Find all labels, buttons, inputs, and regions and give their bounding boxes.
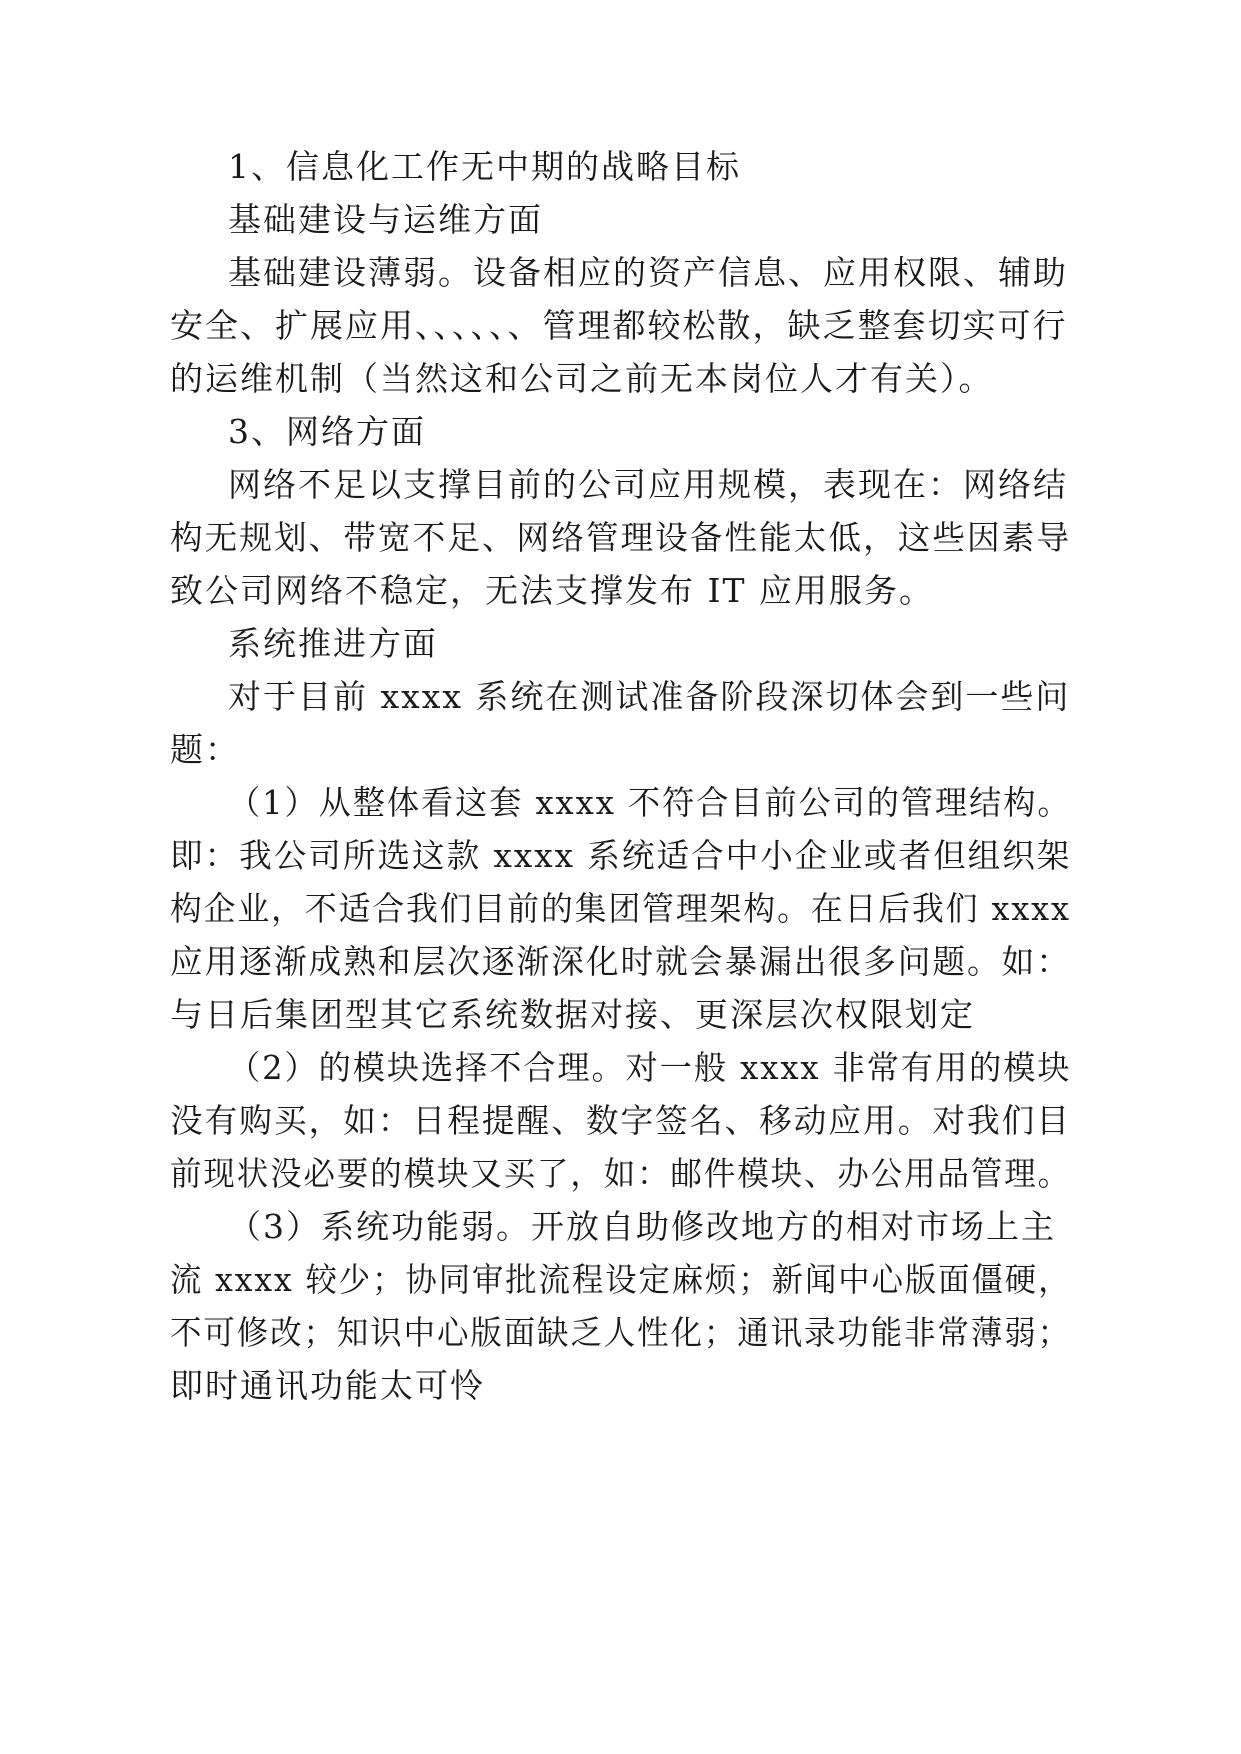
heading-network: 3、网络方面 bbox=[228, 412, 426, 451]
paragraph-line: 的运维机制（当然这和公司之前无本岗位人才有关）。 bbox=[170, 359, 994, 398]
paragraph-line: 流 xxxx 较少；协同审批流程设定麻烦；新闻中心版面僵硬， bbox=[170, 1260, 1072, 1299]
paragraph-line: 与日后集团型其它系统数据对接、更深层次权限划定 bbox=[170, 995, 975, 1034]
paragraph-line: 致公司网络不稳定，无法支撑发布 IT 应用服务。 bbox=[170, 571, 935, 610]
paragraph-line: 即时通讯功能太可怜 bbox=[170, 1366, 485, 1405]
heading-system-promotion: 系统推进方面 bbox=[228, 624, 438, 663]
heading-strategy-goal: 1、信息化工作无中期的战略目标 bbox=[228, 147, 741, 186]
paragraph-line: （1）从整体看这套 xxxx 不符合目前公司的管理结构。 bbox=[228, 783, 1072, 822]
paragraph-line: 网络不足以支撑目前的公司应用规模，表现在：网络结 bbox=[228, 465, 1068, 504]
paragraph-line: 构无规划、带宽不足、网络管理设备性能太低，这些因素导 bbox=[170, 518, 1071, 557]
heading-infrastructure: 基础建设与运维方面 bbox=[228, 200, 543, 239]
paragraph-line: 应用逐渐成熟和层次逐渐深化时就会暴漏出很多问题。如： bbox=[170, 942, 1071, 981]
paragraph-line: （3）系统功能弱。开放自助修改地方的相对市场上主 bbox=[228, 1207, 1056, 1246]
paragraph-line: （2）的模块选择不合理。对一般 xxxx 非常有用的模块 bbox=[228, 1048, 1072, 1087]
paragraph-line: 安全、扩展应用、、、、、、管理都较松散，缺乏整套切实可行 bbox=[170, 306, 1068, 345]
paragraph-line: 不可修改；知识中心版面缺乏人性化；通讯录功能非常薄弱； bbox=[170, 1313, 1071, 1352]
paragraph-line: 题： bbox=[170, 730, 240, 769]
paragraph-line: 对于目前 xxxx 系统在测试准备阶段深切体会到一些问 bbox=[228, 677, 1071, 716]
paragraph-line: 构企业，不适合我们目前的集团管理架构。在日后我们 xxxx bbox=[170, 889, 1071, 928]
paragraph-line: 即：我公司所选这款 xxxx 系统适合中小企业或者但组织架 bbox=[170, 836, 1072, 875]
paragraph-line: 前现状没必要的模块又买了，如：邮件模块、办公用品管理。 bbox=[170, 1154, 1071, 1193]
paragraph-line: 没有购买，如：日程提醒、数字签名、移动应用。对我们目 bbox=[170, 1101, 1071, 1140]
paragraph-line: 基础建设薄弱。设备相应的资产信息、应用权限、辅助 bbox=[228, 253, 1068, 292]
